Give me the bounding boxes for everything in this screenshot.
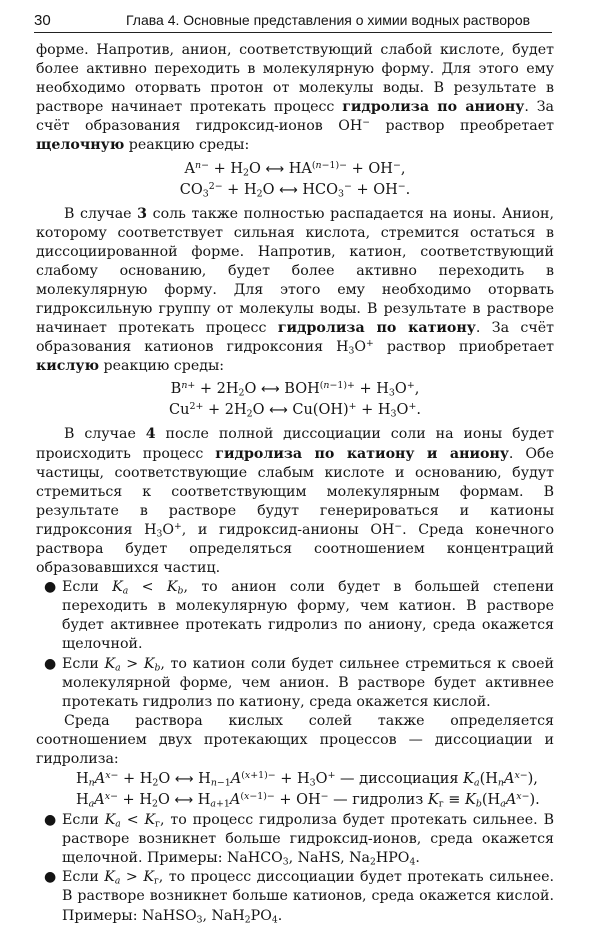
bullet-ka-greater-kg: ● Если $K_a > K_г$, то процесс диссоциации будет протекать сильнее. В растворе возникнет больше катионов, среда окажется кислой. Примеры: NaHSO$_3$, $NaH_2PO_4$.	[44, 869, 554, 925]
paragraph-acid-salts: Среда раствора кислых солей также определяется соотношением двух протекающих процессов — диссоциации и гидролиза:	[36, 712, 554, 767]
page-number: 30	[34, 12, 51, 29]
running-header	[34, 10, 552, 33]
bullet-icon: ●	[44, 579, 57, 596]
paragraph-case-4: В случае 4 после полной диссоциации соли на ионы будет происходить процесс гидролиза по катиону и аниону. Обе частицы, соответствующие слабым кислоте и основанию, будут стремиться к соответствующим молекулярным формам. В результате в растворе будут генерироваться и катионы гидроксония $H_3O^+$, и гидроксид-анионы OH−. Среда конечного раствора будет определяться соотношением концентраций образовавшихся частиц.	[36, 426, 554, 577]
paragraph-anion-hydrolysis: форме. Напротив, анион, соответствующий слабой кислоте, будет более активно переходить в молекулярную форму. Для этого ему необходимо оторвать протон от молекулы воды. В результате в растворе начинает протекать процесс гидролиза по аниону. За счёт образования гидроксид-ионов OH− раствор преобретает щелочную реакцию среды:	[36, 42, 554, 154]
equation-cation-1: $B^{n+} + 2H_2O$ ⟷ $BOH^{(n-1)+} + H_3O^+$,	[170, 380, 420, 399]
chapter-title: Глава 4. Основные представления о химии водных растворов	[126, 12, 531, 28]
equation-hydrolysis: $H_aA^{x-} + H_2O$ ⟷ $H_{a+1}A^{(x-1)-} + OH^-$ — гидролиз $K_г \equiv K_b(H_aA^{x-})$.	[76, 790, 540, 810]
equation-anion-1: $A^{n-} + H_2O$ ⟷ $HA^{(n-1)-} + OH^-$,	[184, 159, 406, 178]
bullet-icon: ●	[44, 869, 57, 886]
body-text	[36, 41, 554, 926]
equation-cation-2: $Cu^{2+} + 2H_2O$ ⟷ $Cu(OH)^+ + H_3O^+$.	[169, 401, 421, 420]
bullet-icon: ●	[44, 655, 57, 672]
equation-dissociation: $H_nA^{x-} + H_2O$ ⟷ $H_{n-1}A^{(x+1)-} + H_3O^+$ — диссоциация $K_a(H_nA^{x-})$,	[76, 769, 538, 789]
bullet-icon: ●	[44, 812, 57, 829]
paragraph-case-3: В случае 3 соль также полностью распадается на ионы. Анион, которому соответствует сильная кислота, стремится остаться в диссоциированной форме. Напротив, катион, соответствующий слабому основанию, будет более активно переходить в молекулярную форму. Для этого ему необходимо оторвать гидроксильную группу от молекулы воды. В результате в растворе начинает протекать процесс гидролиза по катиону. За счёт образования катионов гидроксония $H_3O^+$ раствор приобретает кислую реакцию среды:	[36, 205, 554, 375]
bullet-ka-less-kg: ● Если $K_a < K_г$, то процесс гидролиза будет протекать сильнее. В растворе возникнет больше гидроксид-ионов, среда окажется щелочной. Примеры: NaHCO$_3$, NaHS, $Na_2HPO_4$.	[44, 812, 554, 868]
bullet-ka-greater-kb: ● Если $K_a > K_b$, то катион соли будет сильнее стремиться к своей молекулярной форме, чем анион. В растворе будет активнее протекать гидролиз по катиону, среда окажется кислой.	[44, 655, 555, 710]
equation-anion-2: $CO_3^{2-} + H_2O$ ⟷ $HCO_3^- + OH^-$.	[179, 180, 411, 199]
bullet-ka-less-kb: ● Если $K_a < K_b$, то анион соли будет в большей степени переходить в молекулярную форму, чем катион. В растворе будет активнее протекать гидролиз по аниону, среда окажется щелочной.	[44, 579, 554, 653]
